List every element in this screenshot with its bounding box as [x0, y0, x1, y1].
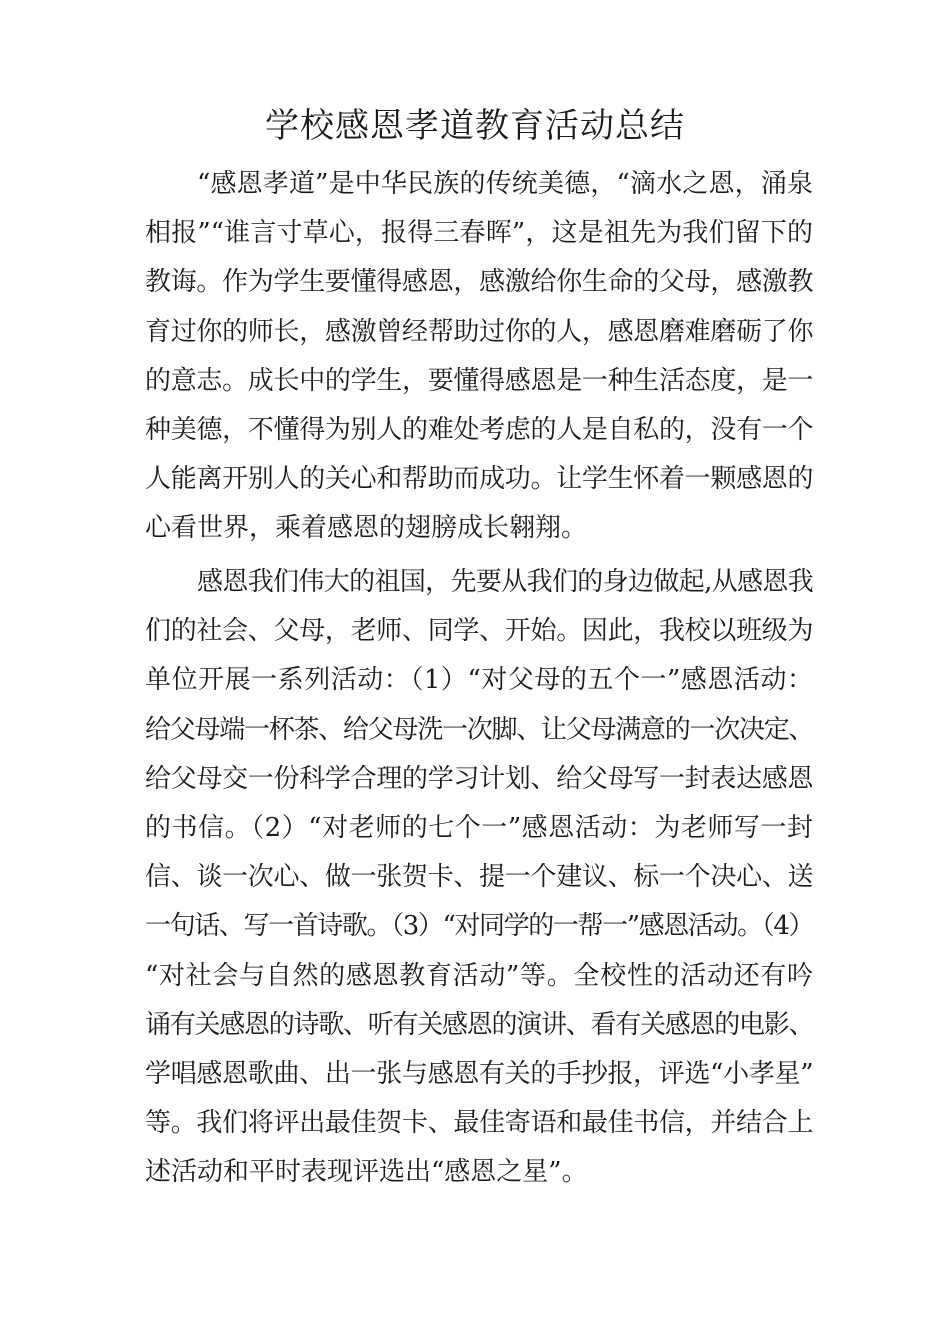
paragraph-line: 信、谈一次心、做一张贺卡、提一个建议、标一个决心、送: [145, 862, 813, 893]
paragraph-line: 心看世界，乘着感恩的翅膀成长翱翔。: [145, 513, 588, 544]
document-title: 学校感恩孝道教育活动总结: [265, 106, 685, 146]
paragraph-line: 们的社会、父母，老师、同学、开始。因此，我校以班级为: [145, 616, 813, 647]
paragraph-line: 等。我们将评出最佳贺卡、最佳寄语和最佳书信，并结合上: [145, 1108, 813, 1139]
paragraph-line: 单位开展一系列活动：（1）“对父母的五个一”感恩活动：: [145, 665, 813, 696]
paragraph-line: 相报”“谁言寸草心，报得三春晖”，这是祖先为我们留下的: [145, 218, 813, 249]
paragraph-line: 给父母交一份科学合理的学习计划、给父母写一封表达感恩: [145, 763, 813, 794]
paragraph-line: 诵有关感恩的诗歌、听有关感恩的演讲、看有关感恩的电影、: [145, 1009, 814, 1040]
paragraph-line: 教诲。作为学生要懂得感恩，感激给你生命的父母，感激教: [145, 267, 813, 298]
paragraph-line: 的书信。（2）“对老师的七个一”感恩活动：为老师写一封: [145, 812, 813, 843]
paragraph-line: 述活动和平时表现评选出“感恩之星”。: [145, 1157, 588, 1188]
paragraph-line: 给父母端一杯茶、给父母洗一次脚、让父母满意的一次决定、: [145, 714, 814, 745]
paragraph-line: “感恩孝道”是中华民族的传统美德，“滴水之恩，涌泉: [197, 169, 813, 199]
paragraph-2: [145, 558, 813, 1197]
paragraph-line: 学唱感恩歌曲、出一张与感恩有关的手抄报，评选“小孝星”: [145, 1058, 813, 1089]
paragraph-line: 的意志。成长中的学生，要懂得感恩是一种生活态度，是一: [145, 365, 813, 396]
paragraph-line: 感恩我们伟大的祖国，先要从我们的身边做起,从感恩我: [197, 567, 813, 597]
paragraph-line: 人能离开别人的关心和帮助而成功。让学生怀着一颗感恩的: [145, 464, 813, 495]
paragraph-line: “对社会与自然的感恩教育活动”等。全校性的活动还有吟: [145, 960, 813, 991]
paragraph-line: 一句话、写一首诗歌。（3）“对同学的一帮一”感恩活动。（4）: [145, 911, 813, 942]
paragraph-line: 育过你的师长，感激曾经帮助过你的人，感恩磨难磨砺了你: [145, 316, 813, 347]
paragraph-line: 种美德，不懂得为别人的难处考虑的人是自私的，没有一个: [145, 414, 813, 445]
paragraph-1: [145, 160, 813, 554]
